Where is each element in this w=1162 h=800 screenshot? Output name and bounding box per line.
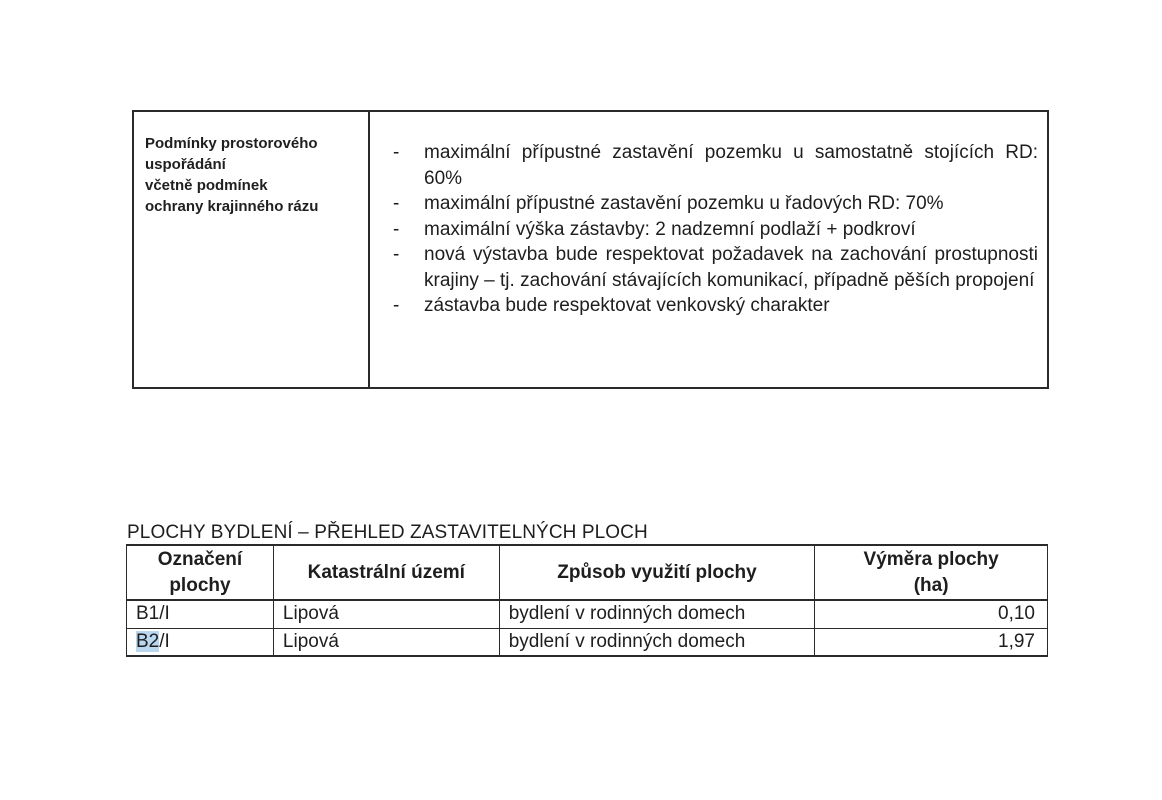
table-header-row: [127, 545, 1048, 600]
conditions-heading-line: uspořádání: [145, 156, 226, 173]
cell-vymera[interactable]: 0,10: [815, 600, 1048, 628]
conditions-table: [132, 110, 1049, 389]
cell-zpusob[interactable]: bydlení v rodinných domech: [499, 628, 815, 656]
header-vymera-line1: Výměra plochy: [863, 548, 999, 570]
conditions-list-item: [393, 191, 1038, 217]
conditions-item-text: nová výstavba bude respektovat požadavek na zachování prostupnosti krajiny – tj. zachování stávajících komunikací, případně pěších propojení: [424, 244, 1038, 291]
conditions-heading-line: včetně podmínek: [145, 177, 268, 194]
header-oznaceni-line2: plochy: [169, 574, 231, 596]
conditions-item-text: maximální výška zástavby: 2 nadzemní podlaží + podkroví: [424, 218, 916, 240]
conditions-list-item: [393, 140, 1038, 191]
cell-oznaceni-rest: /I: [159, 630, 170, 652]
conditions-list: [393, 140, 1038, 319]
cell-zpusob[interactable]: bydlení v rodinných domech: [499, 600, 815, 628]
header-vymera-line2: (ha): [913, 574, 949, 596]
conditions-item-text: maximální přípustné zastavění pozemku u samostatně stojících RD: 60%: [424, 142, 1038, 189]
header-oznaceni-line1: Označení: [157, 548, 243, 570]
dash-bullet: -: [393, 142, 400, 163]
header-vymera: [815, 545, 1048, 600]
conditions-heading-line: ochrany krajinného rázu: [145, 198, 319, 215]
dash-bullet: -: [393, 218, 400, 240]
section-title: PLOCHY BYDLENÍ – PŘEHLED ZASTAVITELNÝCH PLOCH: [127, 522, 648, 543]
conditions-list-item: [393, 293, 1038, 319]
table-row: [127, 628, 1048, 656]
conditions-heading-line: Podmínky prostorového: [145, 135, 318, 152]
selected-text[interactable]: B2: [136, 630, 160, 652]
conditions-heading-cell: [134, 112, 370, 387]
conditions-list-item: [393, 217, 1038, 243]
cell-oznaceni[interactable]: B1/I: [127, 600, 274, 628]
table-row: [127, 600, 1048, 628]
cell-oznaceni[interactable]: [127, 628, 274, 656]
conditions-item-text: maximální přípustné zastavění pozemku u řadových RD: 70%: [424, 193, 944, 214]
conditions-list-item: [393, 242, 1038, 293]
dash-bullet: -: [393, 193, 400, 214]
dash-bullet: -: [393, 244, 400, 265]
conditions-content-cell: [370, 112, 1047, 387]
plochy-table: [126, 544, 1048, 657]
cell-katastr[interactable]: Lipová: [273, 628, 499, 656]
cell-katastr[interactable]: Lipová: [273, 600, 499, 628]
dash-bullet: -: [393, 295, 400, 316]
header-oznaceni: [127, 545, 274, 600]
conditions-item-text: zástavba bude respektovat venkovský charakter: [424, 295, 830, 316]
cell-vymera[interactable]: 1,97: [815, 628, 1048, 656]
header-zpusob: Způsob využití plochy: [499, 545, 815, 600]
header-katastr: Katastrální území: [273, 545, 499, 600]
